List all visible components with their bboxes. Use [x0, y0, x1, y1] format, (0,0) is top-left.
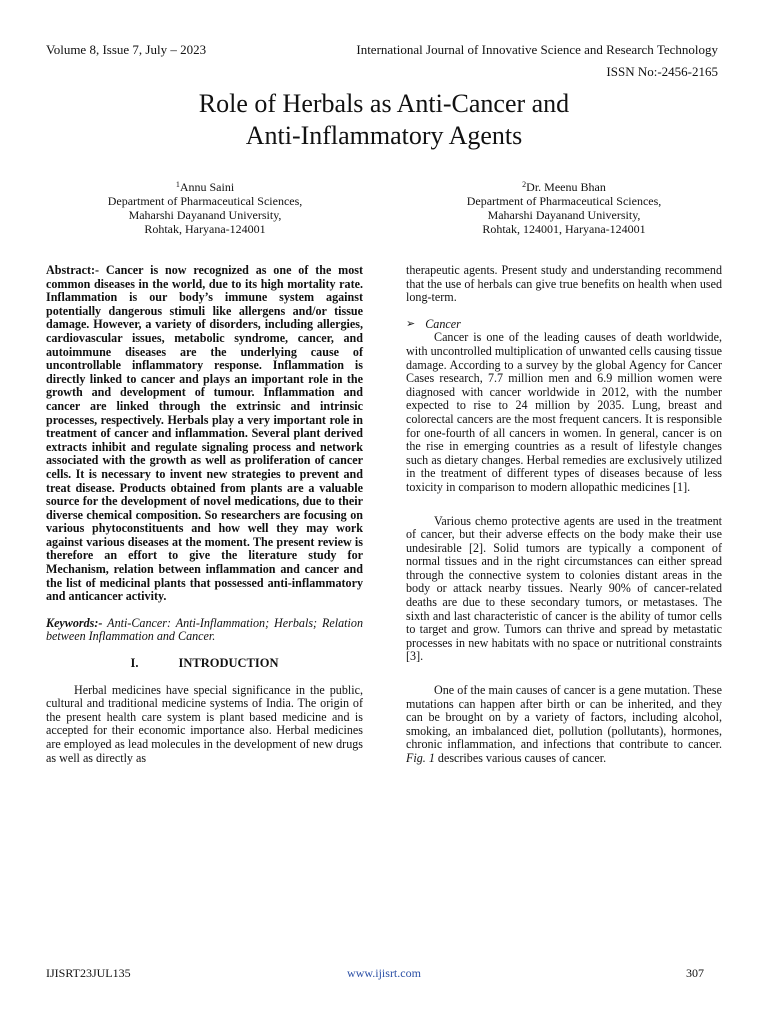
author-2-address: Rohtak, 124001, Haryana-124001: [482, 222, 646, 236]
author-1-name: Annu Saini: [179, 180, 235, 194]
author-block-1: [60, 180, 350, 236]
journal-name: International Journal of Innovative Science and Research Technology: [356, 42, 718, 57]
intro-paragraph: Herbal medicines have special significance in the public, cultural and traditional medicine systems of India. The origin of the present health care system is plant based medicine and is accepted for their economic importance also. Herbal medicines are employed as lead molecules in the development of new drugs as well as directly as: [46, 682, 363, 765]
arrow-bullet-icon: ➢: [406, 317, 416, 330]
paper-title: [0, 88, 768, 152]
keywords-text: Anti-Cancer: Anti-Inflammation; Herbals; Relation between Inflammation and Cancer.: [46, 615, 363, 644]
journal-volume-info: Volume 8, Issue 7, July – 2023: [46, 42, 207, 57]
right-column: [406, 264, 722, 766]
keywords-label: Keywords:-: [46, 615, 103, 630]
author-2-university: Maharshi Dayanand University,: [487, 208, 641, 222]
section-heading: [46, 657, 363, 671]
cancer-paragraph-3-end: describes various causes of cancer.: [434, 751, 607, 765]
journal-website: www.ijisrt.com: [347, 966, 421, 980]
section-title: INTRODUCTION: [178, 656, 279, 671]
issn-number: ISSN No:-2456-2165: [606, 64, 718, 79]
title-line-1: Role of Herbals as Anti-Cancer and: [198, 89, 570, 118]
figure-reference: Fig. 1: [406, 751, 435, 765]
intro-continuation: therapeutic agents. Present study and understanding recommend that the use of herbals can give true benefits on health when used long-term.: [406, 263, 722, 305]
author-2-name: Dr. Meenu Bhan: [526, 180, 606, 194]
cancer-paragraph-3-text: One of the main causes of cancer is a gene mutation. These mutations can happen after birth or can be inherited, and they can be brought on by a variety of factors, including alcohol, smoking, an imbalanced diet, pollution (pollutants), hormones, chronic inflammation, and infections that contribute to cancer.: [406, 683, 722, 752]
author-1-affiliation-mark: 1: [175, 180, 180, 189]
cancer-paragraph-2: Various chemo protective agents are used in the treatment of cancer, but their adverse effects on the body make their use undesirable [2]. Solid tumors are typically a component of normal tissues and in the right circumstances can either spread through the connective system to colonies distant areas in the body or attack nearby tissues. Nearly 90% of cancer-related deaths are due to these secondary tumors, or metastases. The sixth and last characteristic of cancer is the ability of tumor cells to target and grow. Tumors can thrive and spread by metastatic processes in new habitats with no space or nutritional constraints [3].: [406, 513, 722, 664]
keywords-paragraph: [46, 617, 363, 644]
cancer-paragraph-1: Cancer is one of the leading causes of death worldwide, with uncontrolled multiplication of unwanted cells causing tissue damage. According to a survey by the global Agency for Cancer Cases research, 7.7 million men and 6.9 million women were diagnosed with cancer worldwide in 2012, with the number expected to rise to 24 million by 2035. Lung, breast and colorectal cancers are the most frequent cancers. It is responsible for one-fourth of all cancers in women. In general, cancer is on the rise in emerging countries as a result of lifestyle changes such as dietary changes. Herbal remedies are exclusively utilized in the treatment of different types of diseases because of less toxicity in comparison to modern allopathic medicines [1].: [406, 330, 722, 494]
subheading-cancer: [406, 318, 722, 332]
left-column: [46, 264, 363, 765]
author-2-affiliation-mark: 2: [522, 180, 527, 189]
author-1-university: Maharshi Dayanand University,: [128, 208, 282, 222]
author-block-2: [418, 180, 710, 236]
page-number: 307: [686, 966, 704, 980]
section-number: I.: [130, 656, 139, 671]
author-1-department: Department of Pharmaceutical Sciences,: [107, 194, 303, 208]
paper-id: IJISRT23JUL135: [46, 966, 131, 980]
subheading-label: Cancer: [425, 316, 461, 331]
abstract-text: Abstract:- Cancer is now recognized as one of the most common diseases in the world, due to its high mortality rate. Inflammation is our body’s immune system against potentially dangerous stimuli like allergens and/or tissue damage. However, a variety of disorders, including allergies, cardiovascular issues, metabolic syndrome, cancer, and autoimmune diseases are the underlying cause of uncontrollable inflammatory response. Inflammation is directly linked to cancer and plays an important role in the growth and development of tumour. Inflammation and cancer are linked through the extrinsic and intrinsic processes, respectively. Herbals play a very important role in treatment of cancer and inflammation. Several plant derived extracts inhibit and regulate signaling process and network associated with the growth as well as proliferation of cancer cells. It is necessary to invent new strategies to prevent and treat disease. Products obtained from plants are a valuable source for the development of novel medications, due to their diverse chemical composition. So researchers are focusing on various phytoconstituents and how well they may work against various diseases at the moment. The present review is therefore an effort to give the literature study for Mechanism, relation between inflammation and cancer and the list of medicinal plants that possessed anti-inflammatory and anticancer activity.: [46, 263, 363, 604]
cancer-paragraph-3: [406, 684, 722, 766]
title-line-2: Anti-Inflammatory Agents: [245, 121, 523, 150]
author-1-address: Rohtak, Haryana-124001: [144, 222, 266, 236]
author-2-department: Department of Pharmaceutical Sciences,: [466, 194, 662, 208]
